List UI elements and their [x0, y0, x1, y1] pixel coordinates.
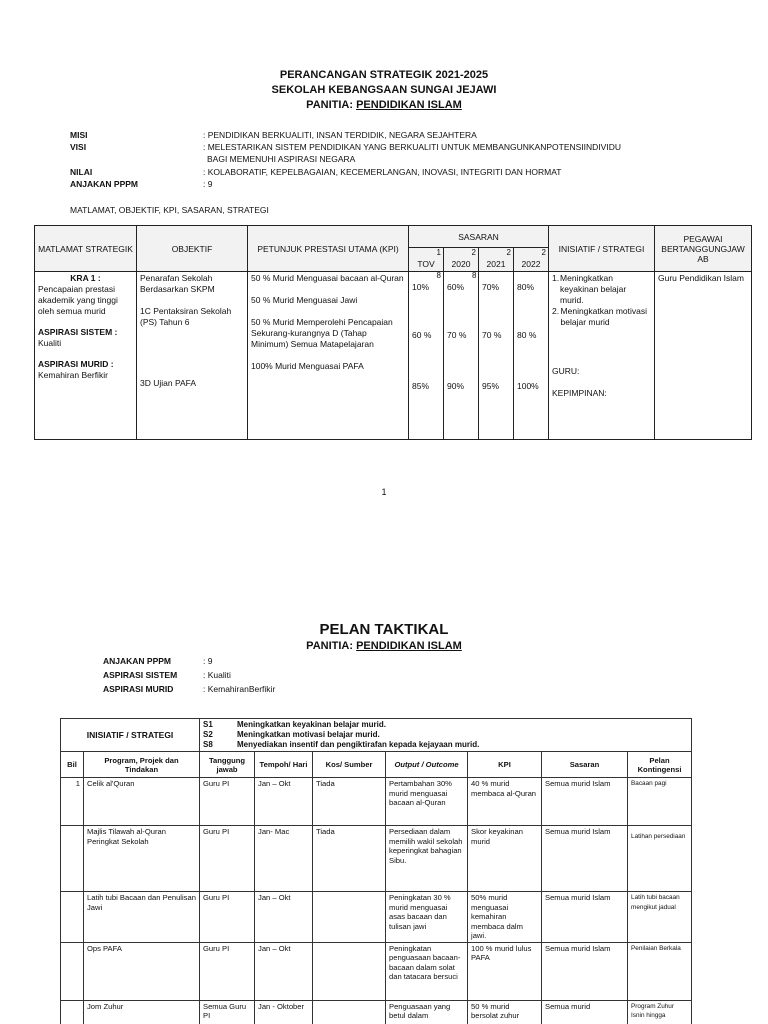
t-aspirasi-sistem-label: ASPIRASI SISTEM	[103, 670, 178, 680]
nilai-label: NILAI	[70, 167, 93, 177]
inisiatif-item-2: 2. Meningkatkan motivasi belajar murid	[552, 306, 647, 327]
anjakan-value: : 9	[203, 179, 213, 189]
misi-label: MISI	[70, 130, 88, 140]
y2022-cell: 80% 80 % 100%	[514, 272, 549, 440]
matlamat-cell: KRA 1 : Pencapaian prestasi akademik yang tinggi oleh semua murid ASPIRASI SISTEM : Kualiti ASPIRASI MURID : Kemahiran Berfikir	[35, 272, 137, 440]
col-matlamat: MATLAMAT STRATEGIK	[35, 226, 137, 272]
table-row: 1 Celik al'Quran Guru PI Jan – Okt Tiada Pertambahan 30% murid menguasai bacaan al-Quran 40 % murid membaca al-Quran Semua murid Islam Bacaan pagi	[61, 778, 692, 826]
col-tov: 1 TOV	[409, 248, 444, 272]
strategy-s1: S1 Meningkatkan keyakinan belajar murid.	[203, 720, 386, 729]
col-kpi: PETUNJUK PRESTASI UTAMA (KPI)	[248, 226, 409, 272]
col-sasaran: SASARAN	[409, 226, 549, 248]
tactical-plan-page	[0, 600, 768, 1024]
t-aspirasi-murid-label: ASPIRASI MURID	[103, 684, 174, 694]
col-2022: 2 2022	[514, 248, 549, 272]
inisiatif-item-1: 1. Meningkatkan keyakinan belajar murid.	[552, 273, 627, 305]
tactical-table	[60, 718, 692, 1024]
col-pelan: Pelan Kontingensi	[628, 752, 692, 778]
visi-value-cont: BAGI MEMENUHI ASPIRASI NEGARA	[207, 154, 356, 164]
school-name: SEKOLAH KEBANGSAAN SUNGAI JEJAWI	[271, 84, 497, 96]
col-2021: 2 2021	[479, 248, 514, 272]
t-aspirasi-murid-value: : KemahiranBerfikir	[203, 684, 276, 694]
anjakan-label: ANJAKAN PPPM	[70, 179, 139, 189]
visi-value: : MELESTARIKAN SISTEM PENDIDIKAN YANG BERKUALITI UNTUK MEMBANGUNKANPOTENSIINDIVIDU	[203, 142, 621, 152]
nilai-value: : KOLABORATIF, KEPELBAGAIAN, KECEMERLANGAN, INOVASI, INTEGRITI DAN HORMAT	[203, 167, 562, 177]
t-anjakan-label: ANJAKAN PPPM	[103, 656, 172, 666]
y2021-cell: 70% 70 % 95%	[479, 272, 514, 440]
col-pegawai: PEGAWAI BERTANGGUNGJAW AB	[655, 226, 752, 272]
col-bil: Bil	[61, 752, 84, 778]
visi-label: VISI	[70, 142, 87, 152]
panitia-heading: PANITIA: PENDIDIKAN ISLAM	[306, 99, 462, 111]
table-row: Jom Zuhur Semua Guru PI Jan - Oktober Penguasaan yang betul dalam 50 % murid bersolat zuhur Semua murid Program Zuhur Isnin hingga	[61, 1000, 692, 1024]
col-program: Program, Projek dan Tindakan	[84, 752, 200, 778]
kpi-cell: 50 % Murid Menguasai bacaan al-Quran 50 % Murid Menguasai Jawi 50 % Murid Memperolehi Pencapaian Sekurang-kurangnya D (Tahap Minimum) Semua Matapelajaran 100% Murid Menguasai PAFA	[248, 272, 409, 440]
objektif-cell: Penarafan Sekolah Berdasarkan SKPM 1C Pentaksiran Sekolah (PS) Tahun 6 3D Ujian PAFA	[137, 272, 248, 440]
col-output: Output / Outcome	[386, 752, 468, 778]
col-kpi: KPI	[468, 752, 542, 778]
y2020-cell: 8 60% 70 % 90%	[444, 272, 479, 440]
col-objektif: OBJEKTIF	[137, 226, 248, 272]
pegawai-cell: Guru Pendidikan Islam	[655, 272, 752, 440]
inisiatif-label: INISIATIF / STRATEGI	[61, 719, 200, 752]
strategic-table	[34, 225, 752, 440]
col-tempoh: Tempoh/ Hari	[255, 752, 313, 778]
misi-value: : PENDIDIKAN BERKUALITI, INSAN TERDIDIK, NEGARA SEJAHTERA	[203, 130, 477, 140]
tactical-panitia: PANITIA: PENDIDIKAN ISLAM	[306, 640, 462, 652]
section-subheading: MATLAMAT, OBJEKTIF, KPI, SASARAN, STRATEGI	[70, 205, 269, 215]
col-kos: Kos/ Sumber	[313, 752, 386, 778]
col-tanggung: Tanggung jawab	[200, 752, 255, 778]
table-row: Majlis Tilawah al-Quran Peringkat Sekolah Guru PI Jan- Mac Tiada Persediaan dalam memilih wakil sekolah keperingkat bahagian Sibu. Skor keyakinan murid Semua murid Islam Latihan persediaan	[61, 826, 692, 892]
col-2020: 2 2020	[444, 248, 479, 272]
page-number: 1	[381, 487, 387, 497]
strategy-s8: S8 Menyediakan insentif dan pengiktirafan kepada kejayaan murid.	[203, 740, 480, 749]
inisiatif-cell: 1. Meningkatkan keyakinan belajar murid. 2. Meningkatkan motivasi belajar murid GURU: KEPIMPINAN:	[549, 272, 655, 440]
tactical-title: PELAN TAKTIKAL	[319, 621, 449, 638]
table-row: Ops PAFA Guru PI Jan – Okt Peningkatan penguasaan bacaan-bacaan dalam solat dan tatacara bersuci 100 % murid lulus PAFA Semua murid Islam Penilaian Berkala	[61, 942, 692, 1000]
col-inisiatif: INISIATIF / STRATEGI	[549, 226, 655, 272]
t-anjakan-value: : 9	[203, 656, 213, 666]
doc-title: PERANCANGAN STRATEGIK 2021-2025	[279, 69, 489, 81]
t-aspirasi-sistem-value: : Kualiti	[203, 670, 231, 680]
col-sasaran: Sasaran	[542, 752, 628, 778]
strategy-s2: S2 Meningkatkan motivasi belajar murid.	[203, 730, 380, 739]
strategy-list	[200, 719, 692, 752]
tov-cell: 8 10% 60 % 85%	[409, 272, 444, 440]
table-row: Latih tubi Bacaan dan Penulisan Jawi Guru PI Jan – Okt Peningkatan 30 % murid menguasai asas bacaan dan tulisan jawi 50% murid menguasai kemahiran membaca dalm jawi. Semua murid Islam Latih tubi bacaan mengikut jadual	[61, 892, 692, 943]
